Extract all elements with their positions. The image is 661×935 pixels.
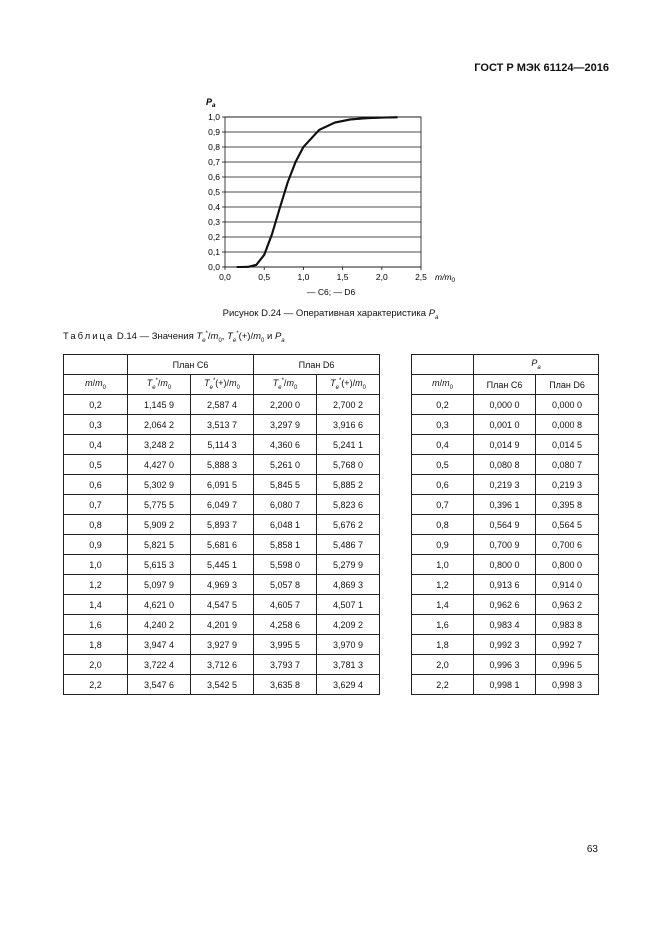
table-row [64, 455, 599, 475]
table-gap [380, 575, 412, 595]
table-gap [380, 515, 412, 535]
table-row [64, 675, 599, 695]
table-cell: 3,995 5 [254, 635, 317, 655]
x-axis-label: $m/m_0$ [435, 272, 456, 284]
col-header-plan-d6: План D6 [536, 375, 599, 395]
table-cell: 2,2 [412, 675, 474, 695]
table-gap [380, 655, 412, 675]
table-cell: 0,983 4 [474, 615, 536, 635]
x-tick-label: 1,5 [336, 272, 349, 282]
table-gap [380, 435, 412, 455]
y-tick-label: 0,5 [208, 187, 220, 197]
table-cell: 3,635 8 [254, 675, 317, 695]
table-gap [380, 375, 412, 395]
table-cell: 1,6 [412, 615, 474, 635]
table-cell: 4,360 6 [254, 435, 317, 455]
page-number: 63 [586, 844, 598, 855]
table-cell: 5,445 1 [191, 555, 254, 575]
table-cell: 1,2 [412, 575, 474, 595]
table-gap [380, 495, 412, 515]
table-cell: 4,547 5 [191, 595, 254, 615]
table-row [64, 435, 599, 455]
table-cell: 0,914 0 [536, 575, 599, 595]
table-cell: 3,781 3 [317, 655, 380, 675]
table-cell: 5,893 7 [191, 515, 254, 535]
table-gap [380, 635, 412, 655]
table-gap [380, 455, 412, 475]
col-header-te-c6: $T_e^*/m_0$ [128, 375, 191, 395]
table-cell: 0,5 [412, 455, 474, 475]
y-tick-label: 1,0 [208, 112, 220, 122]
table-gap [380, 535, 412, 555]
table-cell: 4,209 2 [317, 615, 380, 635]
table-cell: 2,0 [412, 655, 474, 675]
table-cell: 4,201 9 [191, 615, 254, 635]
table-cell: 0,014 5 [536, 435, 599, 455]
table-cell: 1,8 [64, 635, 128, 655]
table-cell: 0,8 [64, 515, 128, 535]
table-cell: 0,7 [64, 495, 128, 515]
table-cell: 1,8 [412, 635, 474, 655]
table-row [64, 655, 599, 675]
table-cell: 5,261 0 [254, 455, 317, 475]
table-cell: 0,2 [412, 395, 474, 415]
table-cell: 3,542 5 [191, 675, 254, 695]
table-cell: 0,7 [412, 495, 474, 515]
table-row [64, 515, 599, 535]
table-cell: 5,057 8 [254, 575, 317, 595]
table-gap [380, 555, 412, 575]
table-cell: 0,998 1 [474, 675, 536, 695]
table-row [64, 415, 599, 435]
table-cell: 0,9 [412, 535, 474, 555]
header-empty-cell-right [412, 355, 474, 375]
col-header-m-right: $m/m_0$ [412, 375, 474, 395]
x-tick-label: 2,0 [375, 272, 388, 282]
table-cell: 1,6 [64, 615, 128, 635]
table-cell: 5,858 1 [254, 535, 317, 555]
table-gap [380, 615, 412, 635]
table-cell: 1,145 9 [128, 395, 191, 415]
table-cell: 0,2 [64, 395, 128, 415]
table-cell: 5,114 3 [191, 435, 254, 455]
table-cell: 5,097 9 [128, 575, 191, 595]
table-cell: 0,014 9 [474, 435, 536, 455]
table-cell: 0,983 8 [536, 615, 599, 635]
col-header-te-plus-d6: $T_e^*(+)/m_0$ [317, 375, 380, 395]
table-cell: 5,909 2 [128, 515, 191, 535]
header-pa: $P_a$ [474, 355, 599, 375]
table-body [64, 395, 599, 695]
table-cell: 0,4 [412, 435, 474, 455]
table-cell: 0,000 0 [474, 395, 536, 415]
table-cell: 5,888 3 [191, 455, 254, 475]
table-row [64, 495, 599, 515]
table-cell: 3,947 4 [128, 635, 191, 655]
table-cell: 2,2 [64, 675, 128, 695]
table-cell: 0,800 0 [474, 555, 536, 575]
table-cell: 0,6 [412, 475, 474, 495]
y-tick-label: 0,6 [208, 172, 220, 182]
table-cell: 4,507 1 [317, 595, 380, 615]
table-cell: 5,823 6 [317, 495, 380, 515]
header-empty-cell [64, 355, 128, 375]
col-header-te-d6: $T_e^*/m_0$ [254, 375, 317, 395]
table-header-row-2 [64, 375, 599, 395]
table-cell: 5,486 7 [317, 535, 380, 555]
table-cell: 2,064 2 [128, 415, 191, 435]
table-row [64, 395, 599, 415]
table-gap [380, 355, 412, 375]
table-cell: 2,700 2 [317, 395, 380, 415]
x-tick-label: 0,5 [258, 272, 271, 282]
table-cell: 3,248 2 [128, 435, 191, 455]
table-cell: 1,4 [412, 595, 474, 615]
table-cell: 3,927 9 [191, 635, 254, 655]
y-tick-label: 0,2 [208, 232, 220, 242]
table-gap [380, 675, 412, 695]
y-tick-label: 0,9 [208, 127, 220, 137]
table-cell: 5,681 6 [191, 535, 254, 555]
table-gap [380, 415, 412, 435]
table-cell: 0,996 5 [536, 655, 599, 675]
table-cell: 0,962 6 [474, 595, 536, 615]
document-header: ГОСТ Р МЭК 61124—2016 [474, 62, 609, 74]
table-cell: 5,775 5 [128, 495, 191, 515]
table-cell: 0,800 0 [536, 555, 599, 575]
table-cell: 5,821 5 [128, 535, 191, 555]
table-row [64, 615, 599, 635]
table-row [64, 635, 599, 655]
values-table [63, 354, 599, 695]
table-cell: 0,6 [64, 475, 128, 495]
table-cell: 4,427 0 [128, 455, 191, 475]
table-cell: 0,564 5 [536, 515, 599, 535]
table-cell: 1,0 [412, 555, 474, 575]
table-cell: 6,091 5 [191, 475, 254, 495]
col-header-m: $m/m_0$ [64, 375, 128, 395]
table-cell: 0,996 3 [474, 655, 536, 675]
table-cell: 4,869 3 [317, 575, 380, 595]
table-cell: 4,621 0 [128, 595, 191, 615]
x-tick-label: 2,5 [415, 272, 427, 282]
table-label: Таблица [63, 331, 115, 343]
col-header-te-plus-c6: $T_e^*(+)/m_0$ [191, 375, 254, 395]
table-row [64, 555, 599, 575]
table-cell: 4,969 3 [191, 575, 254, 595]
table-cell: 5,279 9 [317, 555, 380, 575]
table-cell: 0,3 [412, 415, 474, 435]
table-cell: 0,998 3 [536, 675, 599, 695]
y-tick-label: 0,7 [208, 157, 220, 167]
chart-legend: — C6; — D6 [307, 287, 356, 297]
figure-caption-text: Рисунок D.24 — Оперативная характеристика $P_a$ [222, 308, 439, 321]
table-cell: 6,048 1 [254, 515, 317, 535]
table-cell: 4,240 2 [128, 615, 191, 635]
header-plan-c6: План С6 [128, 355, 254, 375]
table-cell: 3,722 4 [128, 655, 191, 675]
table-cell: 0,992 3 [474, 635, 536, 655]
table-row [64, 535, 599, 555]
table-cell: 0,000 8 [536, 415, 599, 435]
x-tick-label: 0,0 [219, 272, 231, 282]
table-cell: 1,0 [64, 555, 128, 575]
table-cell: 0,700 9 [474, 535, 536, 555]
table-cell: 5,885 2 [317, 475, 380, 495]
table-cell: 0,080 7 [536, 455, 599, 475]
table-cell: 0,396 1 [474, 495, 536, 515]
table-cell: 1,2 [64, 575, 128, 595]
operating-characteristic-chart [195, 93, 465, 303]
table-cell: 0,3 [64, 415, 128, 435]
table-gap [380, 475, 412, 495]
table-cell: 2,200 0 [254, 395, 317, 415]
table-cell: 5,598 0 [254, 555, 317, 575]
table-cell: 0,9 [64, 535, 128, 555]
table-cell: 0,564 9 [474, 515, 536, 535]
table-cell: 5,676 2 [317, 515, 380, 535]
table-cell: 1,4 [64, 595, 128, 615]
y-tick-label: 0,8 [208, 142, 220, 152]
table-cell: 6,080 7 [254, 495, 317, 515]
table-cell: 3,712 6 [191, 655, 254, 675]
figure-caption [0, 308, 661, 321]
table-title [63, 331, 285, 344]
table-cell: 0,001 0 [474, 415, 536, 435]
table-row [64, 475, 599, 495]
table-header-row-1 [64, 355, 599, 375]
table-cell: 3,793 7 [254, 655, 317, 675]
table-gap [380, 395, 412, 415]
table-gap [380, 595, 412, 615]
table-cell: 0,080 8 [474, 455, 536, 475]
y-tick-label: 0,1 [208, 247, 220, 257]
table-cell: 3,547 6 [128, 675, 191, 695]
table-cell: 5,302 9 [128, 475, 191, 495]
table-cell: 0,963 2 [536, 595, 599, 615]
table-cell: 6,049 7 [191, 495, 254, 515]
table-cell: 3,629 4 [317, 675, 380, 695]
table-cell: 0,395 8 [536, 495, 599, 515]
header-plan-d6: План D6 [254, 355, 380, 375]
y-axis-label: $P_a$ [206, 97, 216, 109]
table-cell: 5,615 3 [128, 555, 191, 575]
table-cell: 5,768 0 [317, 455, 380, 475]
y-tick-label: 0,3 [208, 217, 220, 227]
table-cell: 0,8 [412, 515, 474, 535]
table-cell: 5,241 1 [317, 435, 380, 455]
table-cell: 3,970 9 [317, 635, 380, 655]
y-tick-label: 0,0 [208, 262, 220, 272]
table-cell: 2,587 4 [191, 395, 254, 415]
table-cell: 0,700 6 [536, 535, 599, 555]
y-tick-label: 0,4 [208, 202, 220, 212]
table-row [64, 595, 599, 615]
col-header-plan-c6: План С6 [474, 375, 536, 395]
table-cell: 0,000 0 [536, 395, 599, 415]
table-cell: 5,845 5 [254, 475, 317, 495]
table-cell: 0,219 3 [536, 475, 599, 495]
table-cell: 2,0 [64, 655, 128, 675]
table-cell: 4,258 6 [254, 615, 317, 635]
table-cell: 0,5 [64, 455, 128, 475]
table-cell: 0,992 7 [536, 635, 599, 655]
x-tick-label: 1,0 [297, 272, 310, 282]
table-cell: 0,913 6 [474, 575, 536, 595]
table-cell: 3,916 6 [317, 415, 380, 435]
table-title-text: D.14 — Значения $T_e^*/m_0$, $T_e^*(+)/m_0$ и $P_a$ [116, 331, 285, 345]
table-cell: 3,297 9 [254, 415, 317, 435]
table-cell: 0,219 3 [474, 475, 536, 495]
table-cell: 3,513 7 [191, 415, 254, 435]
table-cell: 4,605 7 [254, 595, 317, 615]
table-row [64, 575, 599, 595]
table-cell: 0,4 [64, 435, 128, 455]
